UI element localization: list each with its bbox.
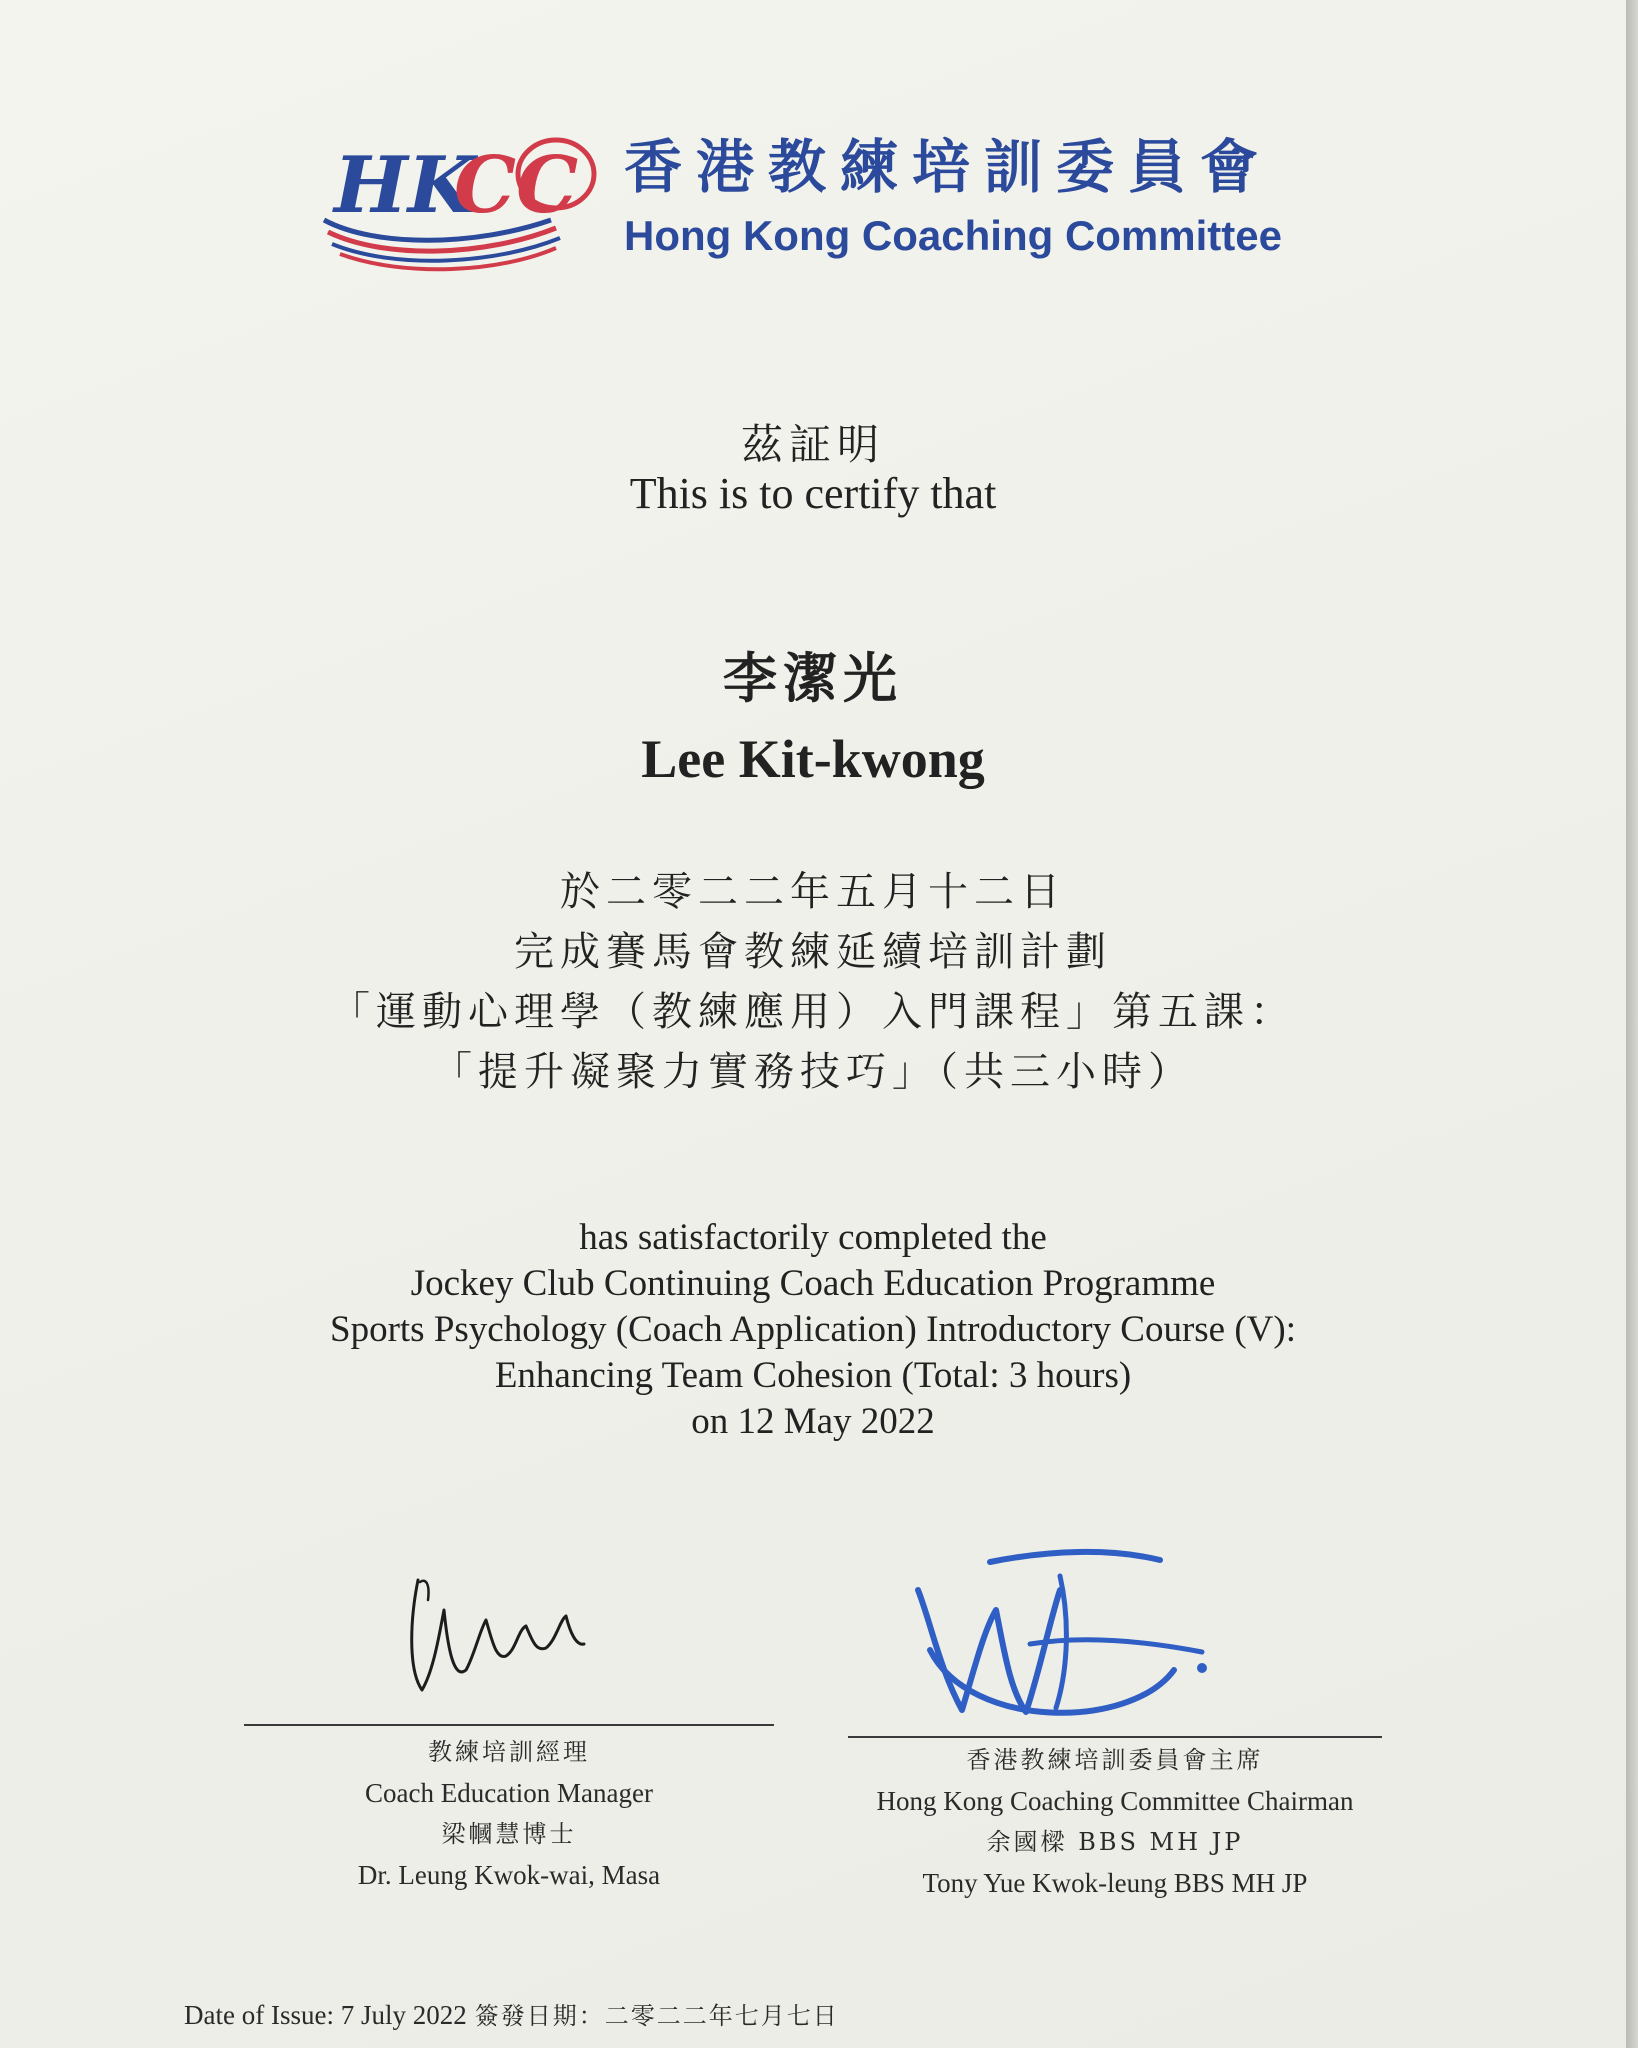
manager-title-zh: 教練培訓經理 (428, 1738, 590, 1766)
signature-line (244, 1724, 774, 1726)
body-zh-line: 「提升凝聚力實務技巧」（共三小時） (432, 1049, 1194, 1095)
issue-date-zh: 簽發日期：二零二二年七月七日 (474, 2002, 839, 2030)
org-name-zh: 香港教練培訓委員會 (624, 133, 1273, 201)
body-en-line: has satisfactorily completed the (579, 1217, 1047, 1258)
org-name-en: Hong Kong Coaching Committee (624, 212, 1282, 259)
chairman-signatory-block (848, 1740, 1382, 1904)
svg-text:CC: CC (454, 140, 579, 231)
chairman-title-en: Hong Kong Coaching Committee Chairman (876, 1786, 1354, 1816)
manager-name-zh: 梁幗慧博士 (441, 1820, 577, 1848)
chairman-name-zh: 余國樑 BBS MH JP (986, 1828, 1244, 1856)
certify-heading-zh: 茲証明 (740, 420, 885, 469)
body-en-line: Enhancing Team Cohesion (Total: 3 hours) (494, 1355, 1132, 1396)
manager-signature-icon (400, 1560, 600, 1710)
issue-date (184, 1996, 839, 2031)
chairman-signature-icon (910, 1540, 1230, 1740)
body-en-line: Jockey Club Continuing Coach Education Programme (410, 1263, 1216, 1304)
chairman-name-en: Tony Yue Kwok-leung BBS MH JP (922, 1868, 1308, 1898)
svg-text:HK: HK (334, 140, 476, 231)
chairman-title-zh: 香港教練培訓委員會主席 (966, 1746, 1264, 1774)
issue-date-en: Date of Issue: 7 July 2022 (184, 2000, 467, 2030)
recipient-name-en: Lee Kit-kwong (641, 729, 985, 789)
paper-edge (1626, 0, 1638, 2048)
certify-heading-en: This is to certify that (629, 469, 997, 518)
manager-signatory-block (244, 1732, 774, 1896)
hkcc-logo-icon (306, 128, 606, 278)
body-zh-line: 完成賽馬會教練延續培訓計劃 (514, 929, 1112, 975)
manager-title-en: Coach Education Manager (365, 1778, 653, 1808)
signature-line (848, 1736, 1382, 1738)
body-zh-line: 於二零二二年五月十二日 (560, 869, 1066, 915)
body-en-line: on 12 May 2022 (691, 1401, 935, 1442)
manager-name-en: Dr. Leung Kwok-wai, Masa (357, 1860, 661, 1890)
recipient-name-zh: 李潔光 (723, 646, 903, 710)
body-en-line: Sports Psychology (Coach Application) Introductory Course (V): (330, 1309, 1296, 1350)
body-zh-line: 「運動心理學（教練應用）入門課程」第五課： (330, 989, 1296, 1035)
